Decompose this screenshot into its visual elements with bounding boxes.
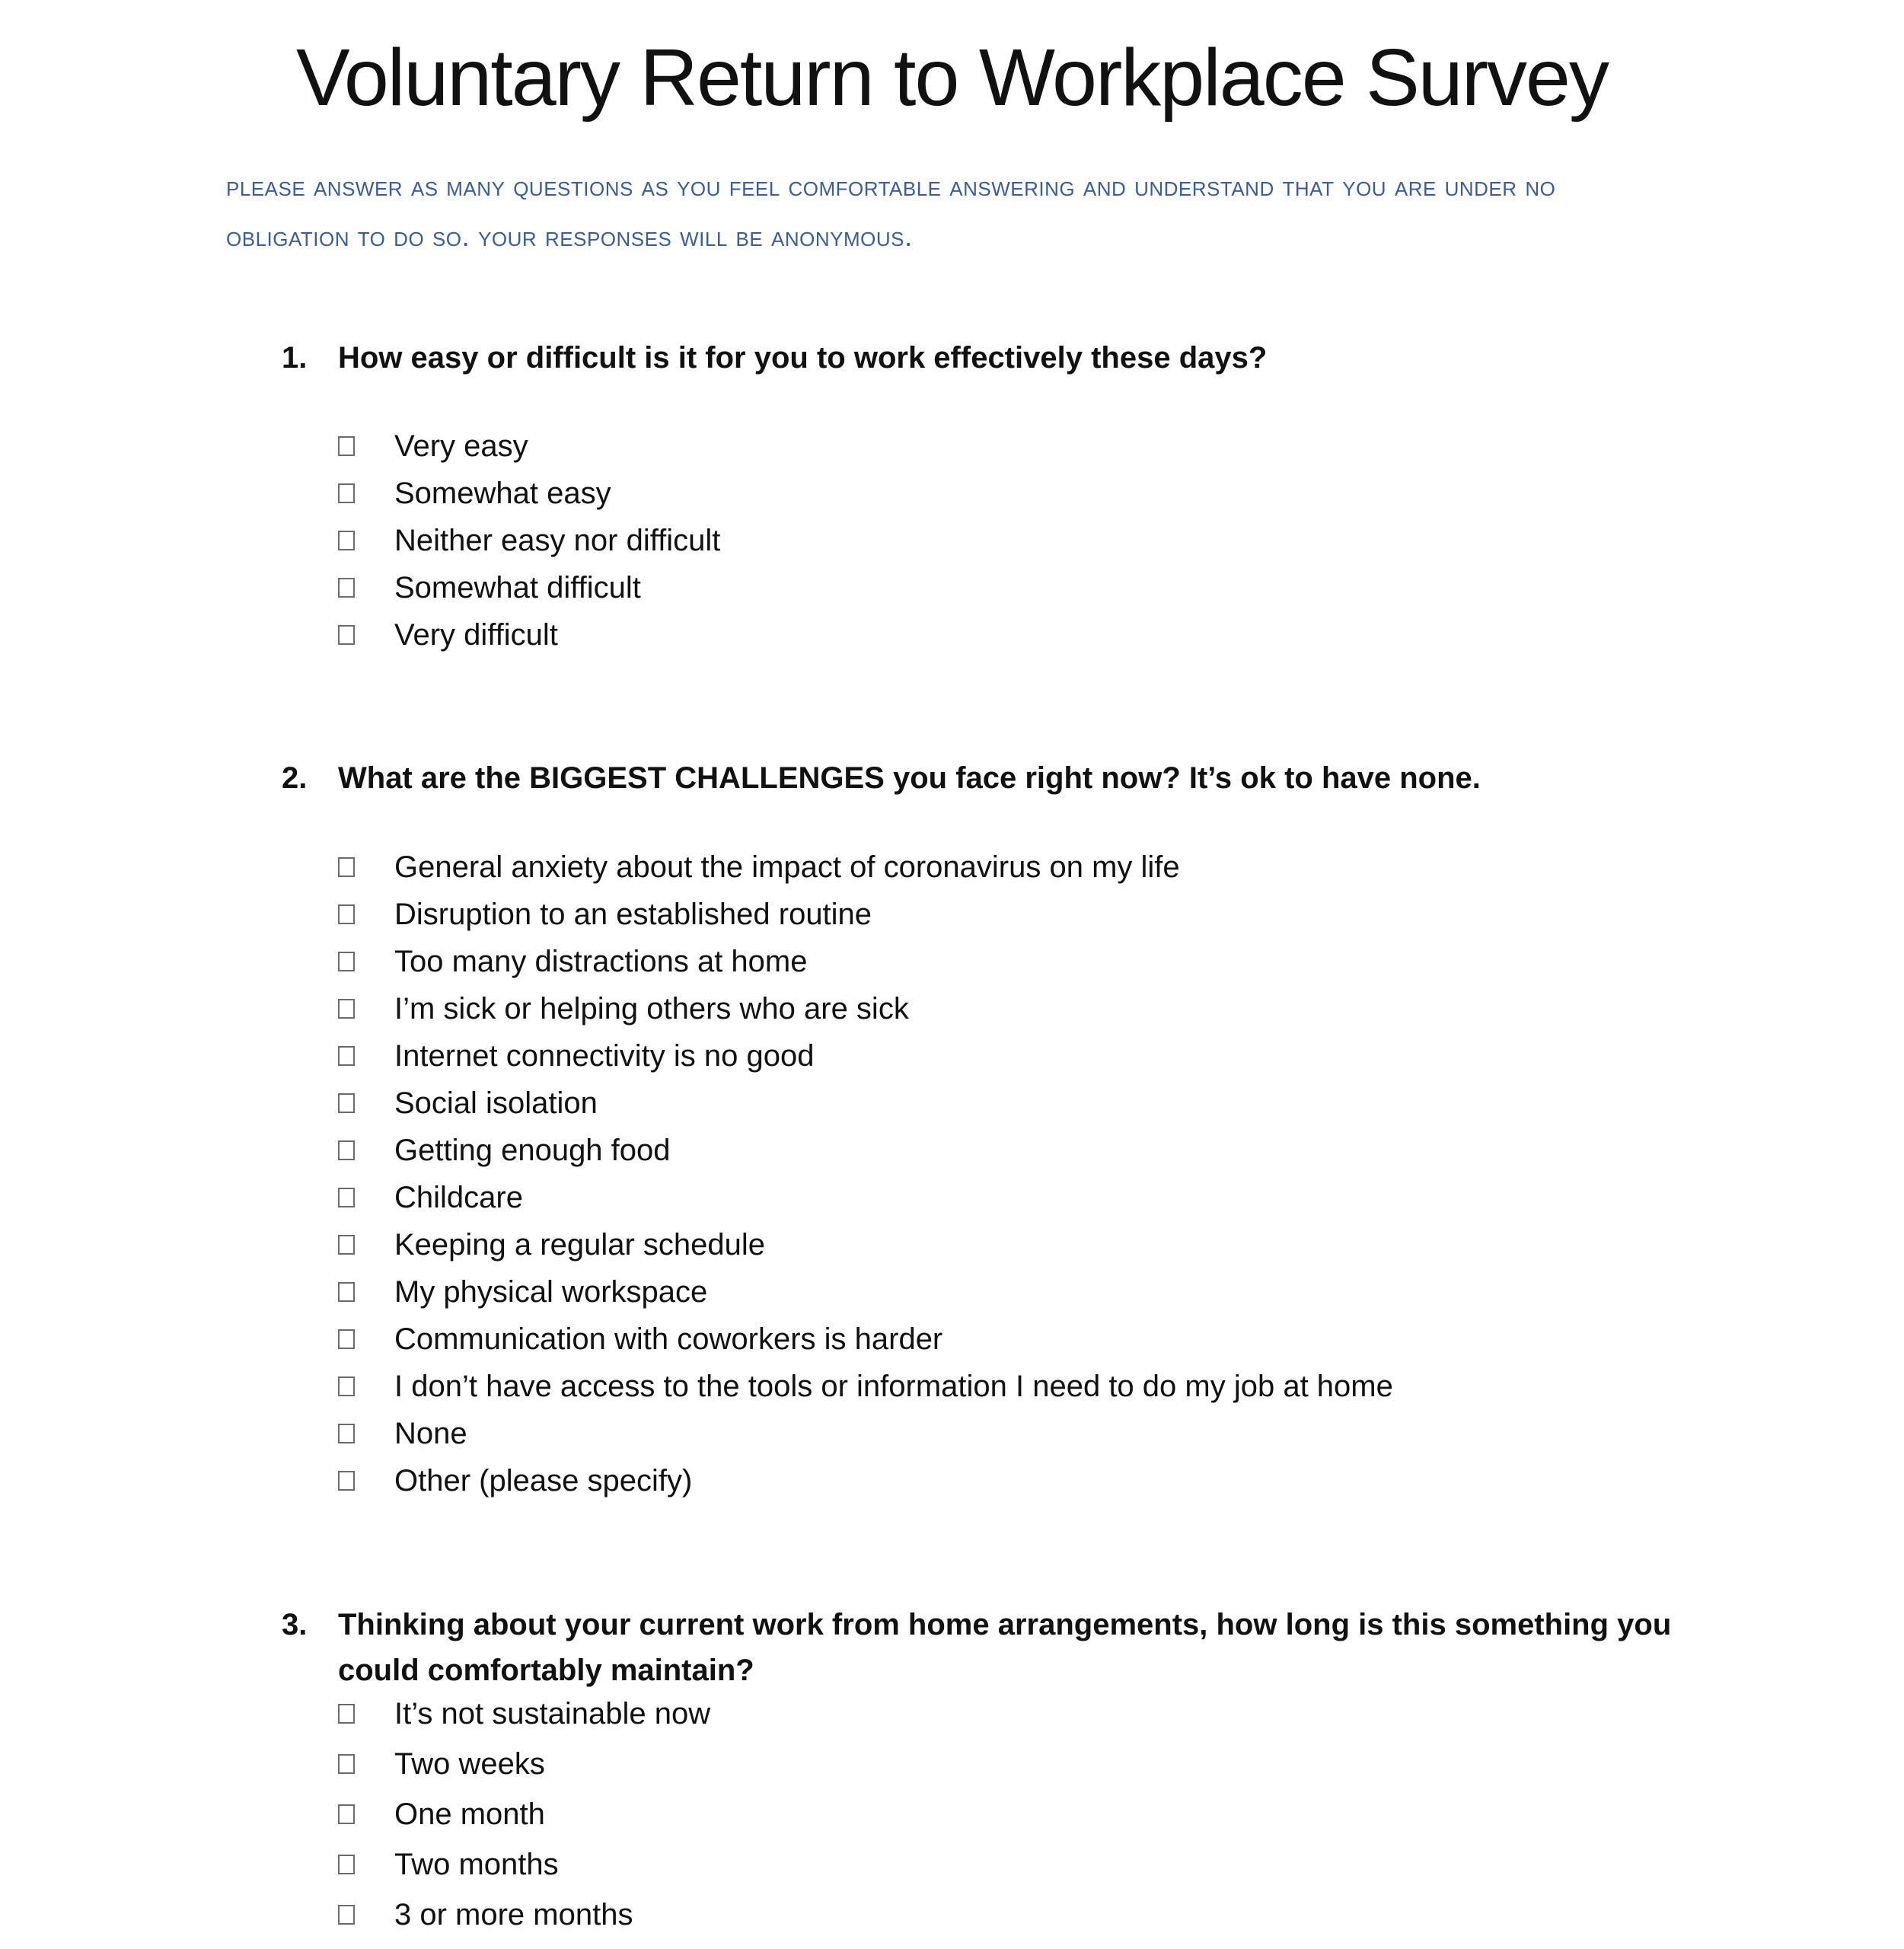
checkbox[interactable] [338,483,355,503]
checkbox[interactable] [338,625,355,645]
checkbox[interactable] [338,1704,355,1724]
option-item [338,1839,710,1890]
option-label: It’s not sustainable now [394,1697,711,1730]
option-label: Disruption to an established routine [394,898,872,931]
option-item [338,517,720,564]
checkbox[interactable] [338,578,355,598]
option-item [338,1080,1393,1127]
option-item [338,1363,1393,1410]
option-label: Two weeks [394,1747,545,1781]
checkbox[interactable] [338,1282,355,1302]
option-label: None [394,1417,467,1450]
document-title: Voluntary Return to Workplace Survey [295,33,1608,123]
question-text: What are the BIGGEST CHALLENGES you face right now? It’s ok to have none. [338,761,1481,795]
option-label: Childcare [394,1181,523,1214]
option-label: Very easy [394,429,528,463]
option-label: I’m sick or helping others who are sick [394,992,909,1026]
option-label: General anxiety about the impact of coronavirus on my life [394,850,1180,884]
checkbox[interactable] [338,1376,355,1396]
option-label: Very difficult [394,618,558,652]
option-label: 3 or more months [394,1898,633,1931]
question-number: 3. [282,1608,308,1641]
checkbox[interactable] [338,436,355,456]
option-item [338,1174,1393,1221]
intro-text: please answer as many questions as you feel comfortable answering and understand that you are under no obligation to do so. your responses will be anonymous. [226,171,1556,252]
option-label: I don’t have access to the tools or information I need to do my job at home [394,1370,1393,1403]
checkbox[interactable] [338,531,355,550]
option-item [338,938,1393,985]
option-label: Other (please specify) [394,1464,693,1498]
checkbox[interactable] [338,904,355,924]
option-item [338,1221,1393,1268]
option-label: Keeping a regular schedule [394,1228,766,1262]
option-label: Social isolation [394,1086,598,1120]
option-item [338,1890,710,1940]
question-text: Thinking about your current work from home arrangements, how long is this something you could comfortably maintain? [338,1608,1672,1687]
option-item [338,470,720,517]
option-label: Neither easy nor difficult [394,524,721,557]
checkbox[interactable] [338,1140,355,1160]
option-label: Communication with coworkers is harder [394,1322,943,1356]
question-1-options [338,423,720,659]
question-1 [282,335,1698,381]
question-3 [282,1602,1698,1693]
checkbox[interactable] [338,999,355,1019]
option-item [338,1316,1393,1363]
option-label: Internet connectivity is no good [394,1039,815,1073]
option-label: Somewhat easy [394,477,611,510]
checkbox[interactable] [338,1235,355,1255]
option-item [338,985,1393,1032]
option-item [338,611,720,659]
question-text: How easy or difficult is it for you to work effectively these days? [338,341,1268,375]
checkbox[interactable] [338,952,355,971]
option-item [338,891,1393,938]
checkbox[interactable] [338,1471,355,1491]
checkbox[interactable] [338,1329,355,1349]
question-2 [282,755,1698,801]
checkbox[interactable] [338,1188,355,1207]
checkbox[interactable] [338,1754,355,1774]
question-number: 1. [282,341,308,375]
option-label: Getting enough food [394,1134,671,1167]
option-label: Somewhat difficult [394,571,641,604]
checkbox[interactable] [338,1855,355,1874]
option-item [338,564,720,611]
option-item [338,844,1393,891]
checkbox[interactable] [338,1804,355,1824]
option-item [338,1268,1393,1316]
option-item [338,1789,710,1839]
checkbox[interactable] [338,1905,355,1925]
question-3-options [338,1689,710,1940]
option-item [338,1127,1393,1174]
option-item [338,1457,1393,1504]
option-item [338,1689,710,1739]
checkbox[interactable] [338,1424,355,1443]
question-2-options [338,844,1393,1504]
option-item [338,1739,710,1789]
option-label: Two months [394,1848,559,1881]
option-item [338,423,720,470]
checkbox[interactable] [338,1093,355,1113]
question-number: 2. [282,761,308,795]
option-label: My physical workspace [394,1275,708,1309]
option-item [338,1032,1393,1080]
option-label: Too many distractions at home [394,945,808,978]
option-label: One month [394,1797,545,1831]
checkbox[interactable] [338,1046,355,1066]
option-item [338,1410,1393,1457]
checkbox[interactable] [338,857,355,877]
